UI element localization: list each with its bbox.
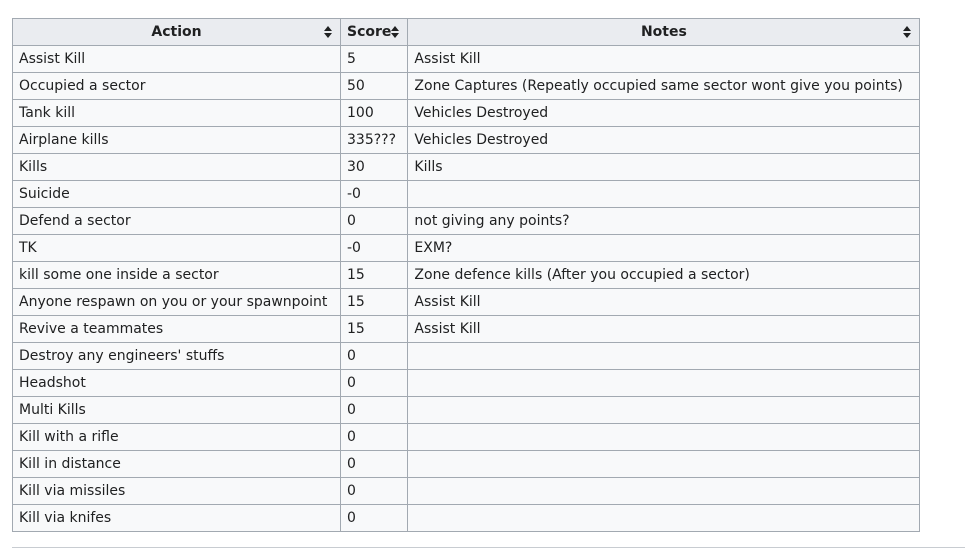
cell-action: Defend a sector (13, 208, 341, 235)
cell-score: 5 (341, 46, 408, 73)
table-row (13, 208, 920, 235)
cell-notes: Assist Kill (408, 289, 920, 316)
section-divider (12, 547, 965, 548)
cell-action: Occupied a sector (13, 73, 341, 100)
table-row (13, 505, 920, 532)
table-row (13, 424, 920, 451)
score-table (12, 18, 920, 532)
cell-notes: not giving any points? (408, 208, 920, 235)
table-row (13, 397, 920, 424)
cell-notes (408, 343, 920, 370)
table-row (13, 127, 920, 154)
cell-notes (408, 505, 920, 532)
cell-notes (408, 370, 920, 397)
cell-action: Assist Kill (13, 46, 341, 73)
table-row (13, 451, 920, 478)
column-header-notes[interactable] (408, 19, 920, 46)
cell-score: 0 (341, 424, 408, 451)
cell-notes: Vehicles Destroyed (408, 100, 920, 127)
cell-score: -0 (341, 181, 408, 208)
cell-score: -0 (341, 235, 408, 262)
header-row (13, 19, 920, 46)
cell-action: Tank kill (13, 100, 341, 127)
table-row (13, 235, 920, 262)
table-row (13, 181, 920, 208)
table-row (13, 343, 920, 370)
table-row (13, 154, 920, 181)
cell-score: 15 (341, 316, 408, 343)
cell-notes: Zone defence kills (After you occupied a sector) (408, 262, 920, 289)
cell-notes (408, 451, 920, 478)
cell-score: 0 (341, 451, 408, 478)
cell-action: TK (13, 235, 341, 262)
column-header-action-label: Action (151, 24, 202, 40)
cell-score: 50 (341, 73, 408, 100)
cell-score: 0 (341, 397, 408, 424)
table-row (13, 289, 920, 316)
cell-notes (408, 397, 920, 424)
cell-action: kill some one inside a sector (13, 262, 341, 289)
cell-score: 15 (341, 289, 408, 316)
table-row (13, 370, 920, 397)
cell-score: 0 (341, 343, 408, 370)
cell-action: Multi Kills (13, 397, 341, 424)
cell-notes: Zone Captures (Repeatly occupied same sector wont give you points) (408, 73, 920, 100)
cell-score: 0 (341, 208, 408, 235)
table-row (13, 73, 920, 100)
sort-up-down-icon[interactable] (391, 26, 399, 38)
cell-action: Suicide (13, 181, 341, 208)
cell-score: 335??? (341, 127, 408, 154)
cell-action: Kill in distance (13, 451, 341, 478)
cell-action: Revive a teammates (13, 316, 341, 343)
cell-action: Kill with a rifle (13, 424, 341, 451)
cell-action: Kill via missiles (13, 478, 341, 505)
column-header-score-label: Score (347, 24, 392, 40)
cell-notes (408, 424, 920, 451)
cell-score: 0 (341, 478, 408, 505)
table-row (13, 100, 920, 127)
cell-notes: Assist Kill (408, 46, 920, 73)
column-header-action[interactable] (13, 19, 341, 46)
cell-score: 0 (341, 505, 408, 532)
column-header-score[interactable] (341, 19, 408, 46)
cell-action: Destroy any engineers' stuffs (13, 343, 341, 370)
cell-score: 100 (341, 100, 408, 127)
cell-action: Headshot (13, 370, 341, 397)
sort-up-down-icon[interactable] (324, 26, 332, 38)
table-row (13, 262, 920, 289)
cell-action: Kills (13, 154, 341, 181)
cell-score: 30 (341, 154, 408, 181)
cell-notes (408, 181, 920, 208)
table-row (13, 478, 920, 505)
table-row (13, 46, 920, 73)
table-row (13, 316, 920, 343)
cell-notes: Kills (408, 154, 920, 181)
cell-action: Airplane kills (13, 127, 341, 154)
cell-notes: Vehicles Destroyed (408, 127, 920, 154)
sort-up-down-icon[interactable] (903, 26, 911, 38)
column-header-notes-label: Notes (640, 24, 687, 40)
cell-notes: Assist Kill (408, 316, 920, 343)
cell-notes: EXM? (408, 235, 920, 262)
cell-notes (408, 478, 920, 505)
cell-action: Anyone respawn on you or your spawnpoint (13, 289, 341, 316)
cell-score: 0 (341, 370, 408, 397)
cell-action: Kill via knifes (13, 505, 341, 532)
cell-score: 15 (341, 262, 408, 289)
